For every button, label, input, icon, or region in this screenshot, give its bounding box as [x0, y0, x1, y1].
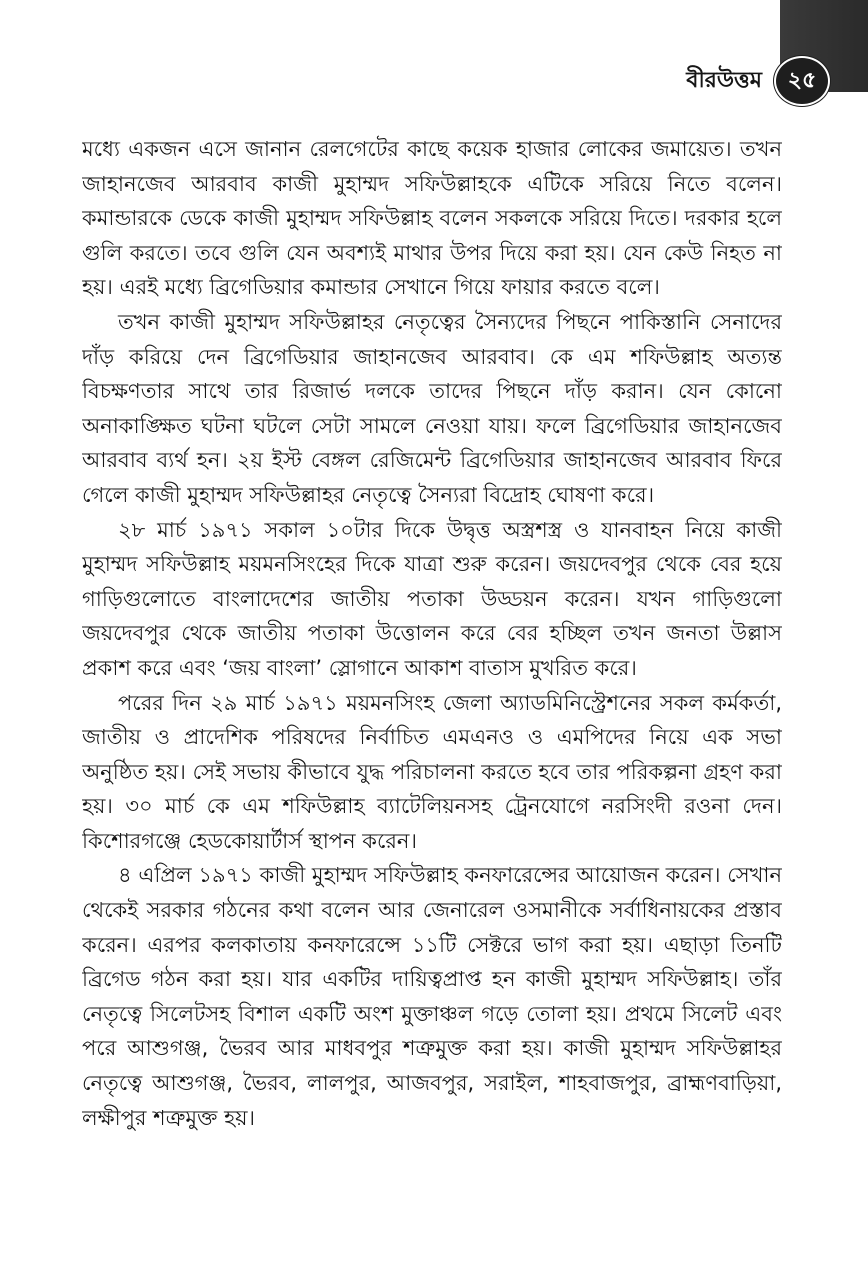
body-text	[82, 132, 782, 1269]
running-header	[686, 58, 830, 104]
paragraph-1: মধ্যে একজন এসে জানান রেলগেটের কাছে কয়েক হাজার লোকের জমায়েত। তখন জাহানজেব আরবাব কাজী মুহাম্মদ সফিউল্লাহকে এটিকে সরিয়ে নিতে বলেন। কমান্ডারকে ডেকে কাজী মুহাম্মদ সফিউল্লাহ বলেন সকলকে সরিয়ে দিতে। দরকার হলে গুলি করতে। তবে গুলি যেন অবশ্যই মাথার উপর দিয়ে করা হয়। যেন কেউ নিহত না হয়। এরই মধ্যে ব্রিগেডিয়ার কমান্ডার সেখানে গিয়ে ফায়ার করতে বলে।	[82, 137, 782, 300]
page-number-badge: ২৫	[774, 56, 830, 106]
paragraph-3: ২৮ মার্চ ১৯৭১ সকাল ১০টার দিকে উদ্বৃত্ত অস্ত্রশস্ত্র ও যানবাহন নিয়ে কাজী মুহাম্মদ সফিউল্লাহ ময়মনসিংহের দিকে যাত্রা শুরু করেন। জয়দেবপুর থেকে বের হয়ে গাড়িগুলোতে বাংলাদেশের জাতীয় পতাকা উড্ডয়ন করেন। যখন গাড়িগুলো জয়দেবপুর থেকে জাতীয় পতাকা উত্তোলন করে বের হচ্ছিল তখন জনতা উল্লাস প্রকাশ করে এবং ‘জয় বাংলা’ স্লোগানে আকাশ বাতাস মুখরিত করে।	[82, 517, 782, 680]
paragraph-5: ৪ এপ্রিল ১৯৭১ কাজী মুহাম্মদ সফিউল্লাহ কনফারেন্সের আয়োজন করেন। সেখান থেকেই সরকার গঠনের কথা বলেন আর জেনারেল ওসমানীকে সর্বাধিনায়কের প্রস্তাব করেন। এরপর কলকাতায় কনফারেন্সে ১১টি সেক্টরে ভাগ করা হয়। এছাড়া তিনটি ব্রিগেড গঠন করা হয়। যার একটির দায়িত্বপ্রাপ্ত হন কাজী মুহাম্মদ সফিউল্লাহ। তাঁর নেতৃত্বে সিলেটসহ বিশাল একটি অংশ মুক্তাঞ্চল গড়ে তোলা হয়। প্রথমে সিলেট এবং পরে আশুগঞ্জ, ভৈরব আর মাধবপুর শত্রুমুক্ত করা হয়। কাজী মুহাম্মদ সফিউল্লাহর নেতৃত্বে আশুগঞ্জ, ভৈরব, লালপুর, আজবপুর, সরাইল, শাহবাজপুর, ব্রাহ্মণবাড়িয়া, লক্ষীপুর শত্রুমুক্ত হয়।	[82, 863, 782, 1130]
paragraph-4: পরের দিন ২৯ মার্চ ১৯৭১ ময়মনসিংহ জেলা অ্যাডমিনিস্ট্রেশনের সকল কর্মকর্তা, জাতীয় ও প্রাদেশিক পরিষদের নির্বাচিত এমএনও ও এমপিদের নিয়ে এক সভা অনুষ্ঠিত হয়। সেই সভায় কীভাবে যুদ্ধ পরিচালনা করতে হবে তার পরিকল্পনা গ্রহণ করা হয়। ৩০ মার্চ কে এম শফিউল্লাহ ব্যাটেলিয়নসহ ট্রেনযোগে নরসিংদী রওনা দেন। কিশোরগঞ্জে হেডকোয়ার্টার্স স্থাপন করেন।	[82, 690, 782, 853]
running-header-title: বীরউত্তম	[686, 67, 762, 93]
paragraph-2: তখন কাজী মুহাম্মদ সফিউল্লাহর নেতৃত্বের সৈন্যদের পিছনে পাকিস্তানি সেনাদের দাঁড় করিয়ে দেন ব্রিগেডিয়ার জাহানজেব আরবাব। কে এম শফিউল্লাহ অত্যন্ত বিচক্ষণতার সাথে তার রিজার্ভ দলকে তাদের পিছনে দাঁড় করান। যেন কোনো অনাকাঙ্ক্ষিত ঘটনা ঘটলে সেটা সামলে নেওয়া যায়। ফলে ব্রিগেডিয়ার জাহানজেব আরবাব ব্যর্থ হন। ২য় ইস্ট বেঙ্গল রেজিমেন্ট ব্রিগেডিয়ার জাহানজেব আরবাব ফিরে গেলে কাজী মুহাম্মদ সফিউল্লাহর নেতৃত্বে সৈন্যরা বিদ্রোহ ঘোষণা করে।	[82, 309, 782, 507]
